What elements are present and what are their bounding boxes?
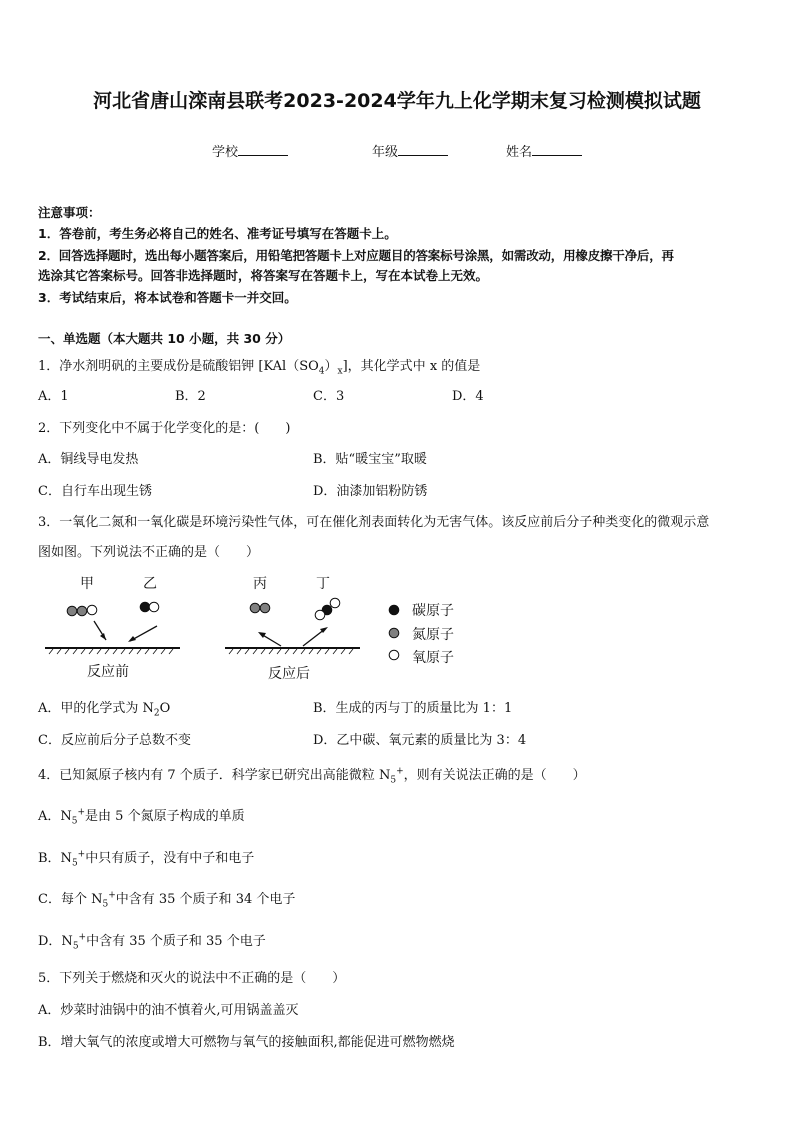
q5-option-a: A．炒菜时油锅中的油不慎着火,可用锅盖盖灭 xyxy=(38,1003,299,1018)
catalyst-surface-before xyxy=(45,648,180,654)
legend-carbon: 碳原子 xyxy=(412,603,454,619)
question-3-stem-line2: 图如图。下列说法不正确的是（ ） xyxy=(38,545,260,560)
q4-option-b-sub: 5 xyxy=(71,858,78,869)
oxygen-atom xyxy=(315,610,325,620)
question-5-stem: 5．下列关于燃烧和灭火的说法中不正确的是（ ） xyxy=(38,971,346,986)
question-4-stem xyxy=(38,764,586,786)
q3-option-a-text-b: O xyxy=(159,701,171,716)
q1-text-c: ]，其化学式中 x 的值是 xyxy=(342,359,481,374)
q4-option-b-sup: + xyxy=(77,849,86,860)
arrow-head xyxy=(100,633,106,640)
question-1-stem xyxy=(38,355,480,377)
q4-text-a: 4．已知氮原子核内有 7 个质子．科学家已研究出高能微粒 N xyxy=(38,768,391,783)
q4-option-a-sup: + xyxy=(77,807,86,818)
legend-oxygen: 氧原子 xyxy=(412,650,454,666)
q1-text-b: ） xyxy=(324,359,338,374)
q1-option-c: C．3 xyxy=(313,389,345,404)
arrow-line xyxy=(303,629,325,646)
q4-option-c-sup: + xyxy=(108,890,116,901)
grade-field xyxy=(372,141,448,160)
q4-option-d-sup: + xyxy=(78,932,87,943)
q3-option-a xyxy=(38,697,170,719)
q1-option-b: B．2 xyxy=(175,389,206,404)
molecule-jia xyxy=(67,605,97,616)
molecule-ding xyxy=(315,598,340,620)
note-item: 选涂其它答案标号。回答非选择题时，将答案写在答题卡上，写在本试卷上无效。 xyxy=(38,268,489,283)
reaction-diagram xyxy=(40,566,480,686)
question-2-stem: 2．下列变化中不属于化学变化的是：( ) xyxy=(38,421,291,436)
q4-option-d xyxy=(38,930,266,952)
note-item: 2．回答选择题时，选出每小题答案后，用铅笔把答题卡上对应题目的答案标号涂黑，如需改动，用橡皮擦干净后，再 xyxy=(38,248,674,263)
nitrogen-atom xyxy=(260,603,270,613)
oxygen-atom xyxy=(149,602,159,612)
nitrogen-atom xyxy=(77,606,87,616)
label-before: 反应前 xyxy=(87,664,129,680)
q5-option-b: B．增大氧气的浓度或增大可燃物与氧气的接触面积,都能促进可燃物燃烧 xyxy=(38,1035,455,1050)
label-bing: 丙 xyxy=(253,576,267,592)
q1-sub-x: x xyxy=(337,366,343,377)
q2-option-d: D．油漆加铝粉防锈 xyxy=(313,484,428,499)
note-item: 3．考试结束后，将本试卷和答题卡一并交回。 xyxy=(38,290,297,305)
q4-option-c xyxy=(38,888,295,910)
q4-option-a xyxy=(38,805,245,827)
arrow-head xyxy=(258,632,266,638)
legend-nitrogen-marker xyxy=(389,628,399,638)
q4-option-b-text: B．N xyxy=(38,851,72,866)
name-field xyxy=(506,141,582,160)
molecule-yi xyxy=(140,602,159,612)
molecule-bing xyxy=(250,603,270,613)
q4-option-b xyxy=(38,847,254,869)
legend-oxygen-marker xyxy=(389,650,399,660)
label-ding: 丁 xyxy=(316,576,330,592)
q1-option-d: D．4 xyxy=(452,389,484,404)
oxygen-atom xyxy=(87,605,97,615)
q4-option-c-text-b: 中含有 35 个质子和 34 个电子 xyxy=(115,892,296,907)
q2-option-b: B．贴“暖宝宝”取暖 xyxy=(313,452,427,467)
q2-option-a: A．铜线导电发热 xyxy=(38,452,139,467)
school-field xyxy=(212,141,288,160)
q3-option-a-sub: 2 xyxy=(153,708,160,719)
q4-option-c-text: C．每个 N xyxy=(38,892,103,907)
school-blank xyxy=(238,143,288,156)
legend-carbon-marker xyxy=(389,605,399,615)
q4-option-b-text-b: 中只有质子，没有中子和电子 xyxy=(85,851,255,866)
q3-option-d: D．乙中碳、氧元素的质量比为 3：4 xyxy=(313,733,527,748)
name-label: 姓名 xyxy=(506,145,533,160)
school-label: 学校 xyxy=(212,145,239,160)
q1-sub-4: 4 xyxy=(318,366,325,377)
nitrogen-atom xyxy=(250,603,260,613)
q4-option-a-text: A．N xyxy=(38,809,72,824)
exam-title: 河北省唐山滦南县联考2023-2024学年九上化学期末复习检测模拟试题 xyxy=(93,90,701,112)
name-blank xyxy=(532,143,582,156)
q2-option-c: C．自行车出现生锈 xyxy=(38,484,152,499)
legend-nitrogen: 氮原子 xyxy=(412,627,454,643)
q4-option-c-sub: 5 xyxy=(102,899,109,910)
q4-option-d-text-b: 中含有 35 个质子和 35 个电子 xyxy=(86,934,266,949)
label-after: 反应后 xyxy=(268,666,310,682)
oxygen-atom xyxy=(330,598,340,608)
q4-option-a-text-b: 是由 5 个氮原子构成的单质 xyxy=(85,809,245,824)
catalyst-surface-after xyxy=(225,648,360,654)
grade-blank xyxy=(398,143,448,156)
section-heading: 一、单选题（本大题共 10 小题，共 30 分） xyxy=(38,331,291,346)
label-jia: 甲 xyxy=(80,576,94,592)
legend xyxy=(389,603,454,666)
question-3-stem-line1: 3．一氧化二氮和一氧化碳是环境污染性气体，可在催化剂表面转化为无害气体。该反应前后分子种类变化的微观示意 xyxy=(38,515,710,530)
q3-option-b: B．生成的丙与丁的质量比为 1：1 xyxy=(313,701,513,716)
notes-heading: 注意事项： xyxy=(38,205,101,220)
q4-option-d-sub: 5 xyxy=(72,941,79,952)
nitrogen-atom xyxy=(67,606,77,616)
q4-option-d-text: D．N xyxy=(38,934,73,949)
q1-text-a: 1．净水剂明矾的主要成份是硫酸铝钾 [KAl（SO xyxy=(38,359,319,374)
q3-option-a-text: A．甲的化学式为 N xyxy=(38,701,154,716)
grade-label: 年级 xyxy=(372,145,399,160)
label-yi: 乙 xyxy=(143,576,157,592)
q4-option-a-sub: 5 xyxy=(71,816,78,827)
q3-option-c: C．反应前后分子总数不变 xyxy=(38,733,191,748)
q4-sub: 5 xyxy=(390,775,397,786)
arrow-head xyxy=(128,636,136,642)
note-item: 1．答卷前，考生务必将自己的姓名、准考证号填写在答题卡上。 xyxy=(38,226,397,241)
carbon-atom xyxy=(140,602,150,612)
q1-option-a: A．1 xyxy=(38,389,69,404)
q4-sup: + xyxy=(396,766,404,777)
q4-text-b: ，则有关说法正确的是（ ） xyxy=(403,768,586,783)
